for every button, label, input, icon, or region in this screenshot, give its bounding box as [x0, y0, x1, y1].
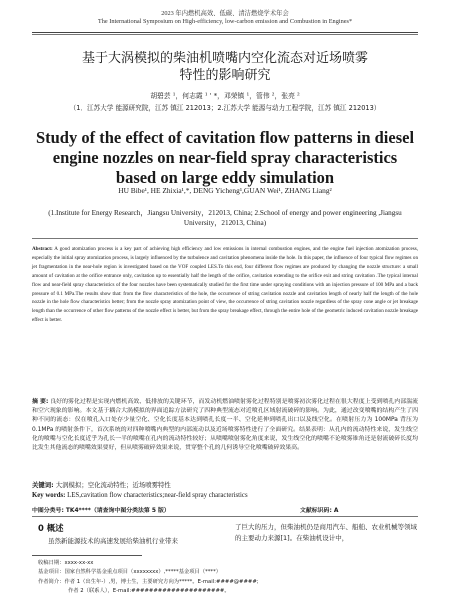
clc-number: 中图分类号: TK4****（请查询中图分类法第 5 版）: [32, 508, 170, 514]
english-title-line-2: engine nozzles on near-field spray characteristics: [52, 148, 398, 167]
english-affiliation: (1.Institute for Energy Research，Jiangsu University，212013, China; 2.School of energy and power engineering ,Jiangsu University，212013, China): [48, 209, 402, 227]
chinese-title-line-1: 基于大涡模拟的柴油机喷嘴内空化流态对近场喷雾: [81, 51, 368, 66]
chinese-affiliation: （1．江苏大学 能源研究院，江苏 镇江 212013；2.江苏大学 能源与动力工程学院，江苏 镇江 212013）: [69, 104, 381, 112]
footnote-received: 收稿日期：xxxx-xx-xx: [38, 560, 94, 566]
chinese-authors: 胡碧芸 ¹，何志霞 ¹ ' *，邓荣镇 ¹，管伟 ²，张亮 ²: [150, 92, 300, 100]
footnote-author-2: 作者 2（联系人），E-mail:#####################。: [68, 588, 230, 595]
intro-text-right: 了巨大的压力，但柴油机仍是商用汽车、船舶、农业机械等领域的主要动力来源[1]。在柴油机设计中，: [235, 523, 417, 542]
english-title-line-1: Study of the effect of cavitation flow patterns in diesel: [35, 128, 415, 147]
english-keywords-label: Key words:: [32, 492, 66, 499]
running-head-line-1: 2023 年内燃机高效、低碳、清洁燃烧学术年会: [161, 10, 289, 17]
english-abstract-label: Abstract:: [32, 246, 53, 252]
section-heading: 0 概述: [38, 523, 64, 533]
running-head: [0, 10, 450, 26]
english-abstract-text: A good atomization process is a key part of achieving high efficiency and low emissions in internal combustion engines, and the engine fuel injection atomization process, especially the initial spray atomization process, is largely influenced by the turbulence and cavitation phenomena inside the hole. In this paper, the influence of four typical flow regimes on jet fragmentation in the near-hole region is investigated based on the VOF coupled LES.To this end, four different flow regimes are produced by changing the nozzle structure: a small amount of cavitation at the orifice entrance only, cavitation up to essentially half the length of the orifice, cavitation extending to the orifice exit and string cavitation .The typical internal flow and near-field spray characteristics of the four nozzles have been systematically studied for the first time under spraying conditions with an injection pressure of 100 MPa and a back pressure of 0.1 MPa.The results show that: from the flow characteristics of the hole, the occurrence of string cavitation nozzle and cavitation length of nearly half the length of the hole nozzle in the hole flow characteristics better; from the nozzle spray atomization point of view, the occurrence of string cavitation nozzle regardless of the spray cone angle or jet breakage length than the occurrence of other flow patterns of the nozzle effect is better, but from the spray breakage effect, through the entire hole of the geometric induced cavitation nozzle breakage effect is better.: [32, 246, 418, 324]
header-rule: [32, 32, 418, 33]
footnote-rule: [32, 555, 142, 556]
english-title-line-3: based on large eddy simulation: [115, 168, 335, 187]
chinese-keywords-label: 关键词:: [32, 481, 54, 489]
chinese-abstract: [32, 398, 418, 453]
footnotes: [38, 559, 418, 597]
footnote-author-1: 作者简介：作者 1（出生年-）,男，博士生，主要研究方向为*****。E-mail:####@####;: [38, 578, 259, 585]
english-authors: HU Bibe¹, HE Zhixia¹,*, DENG Yicheng¹,GUAN Wei¹, ZHANG Liang²: [118, 186, 332, 195]
english-title: [0, 128, 450, 188]
chinese-keywords-text: 大涡模拟；空化流动特性；近场喷雾特性: [55, 481, 171, 489]
english-keywords: [32, 492, 418, 499]
running-head-line-2: The International Symposium on High-efficiency, low-carbon emission and Combustion in Engines*: [97, 18, 353, 25]
intro-text-left: 虽然新能源技术的高速发展给柴油机行业带来: [48, 537, 178, 545]
english-keywords-text: LES,cavitation flow characteristics;near-field spray characteristics: [67, 492, 248, 499]
abstract-bottom-rule: [32, 516, 418, 517]
chinese-title-line-2: 特性的影响研究: [179, 68, 271, 83]
chinese-title: [0, 50, 450, 84]
document-code: 文献标识码: A: [300, 508, 339, 514]
abstract-top-rule: [32, 238, 418, 239]
chinese-abstract-text: 良好的雾化过程是实现内燃机高效、低排放的关键环节，而发动机燃油喷射雾化过程特别是喷雾初次雾化过程在很大程度上受到喷孔内部湍流和空穴现象的影响。本文基于耦合大涡模拟的界面追踪方法研究了四种典型流态对近喷孔区域射流破碎的影响。为此，通过改变喷嘴的结构产生了四种不同的流态：仅在喷孔入口处存少量空化、空化长度基本达到喷孔长度一半、空化延伸到喷孔出口以及线空化。在喷射压力为 100MPa 背压为 0.1MPa 的喷射条件下，首次系统的对四种喷嘴内典型的内部流动以及近场喷雾特性进行了全面研究。结果表明：从孔内的流动特性来说，发生线空化的喷嘴与空化长度近乎为孔长一半的喷嘴在孔内的流动特性较好；从喷嘴喷射雾化角度来说，发生线空化的喷嘴不论喷雾锥角还是射流破碎长度均比发生其他流态的喷嘴效果要好，但从喷雾破碎效果来说，贯穿整个孔的几何诱导空化喷嘴破碎效果高。: [32, 399, 418, 452]
footnote-fund: 基金项目：国家自然科学基金重点项目（xxxxxxxx）,*****基金项目（****）: [38, 569, 222, 576]
chinese-keywords: [32, 480, 418, 489]
header-rule-thin: [32, 34, 418, 35]
chinese-abstract-label: 摘 要:: [32, 399, 49, 405]
english-abstract: [32, 245, 418, 325]
